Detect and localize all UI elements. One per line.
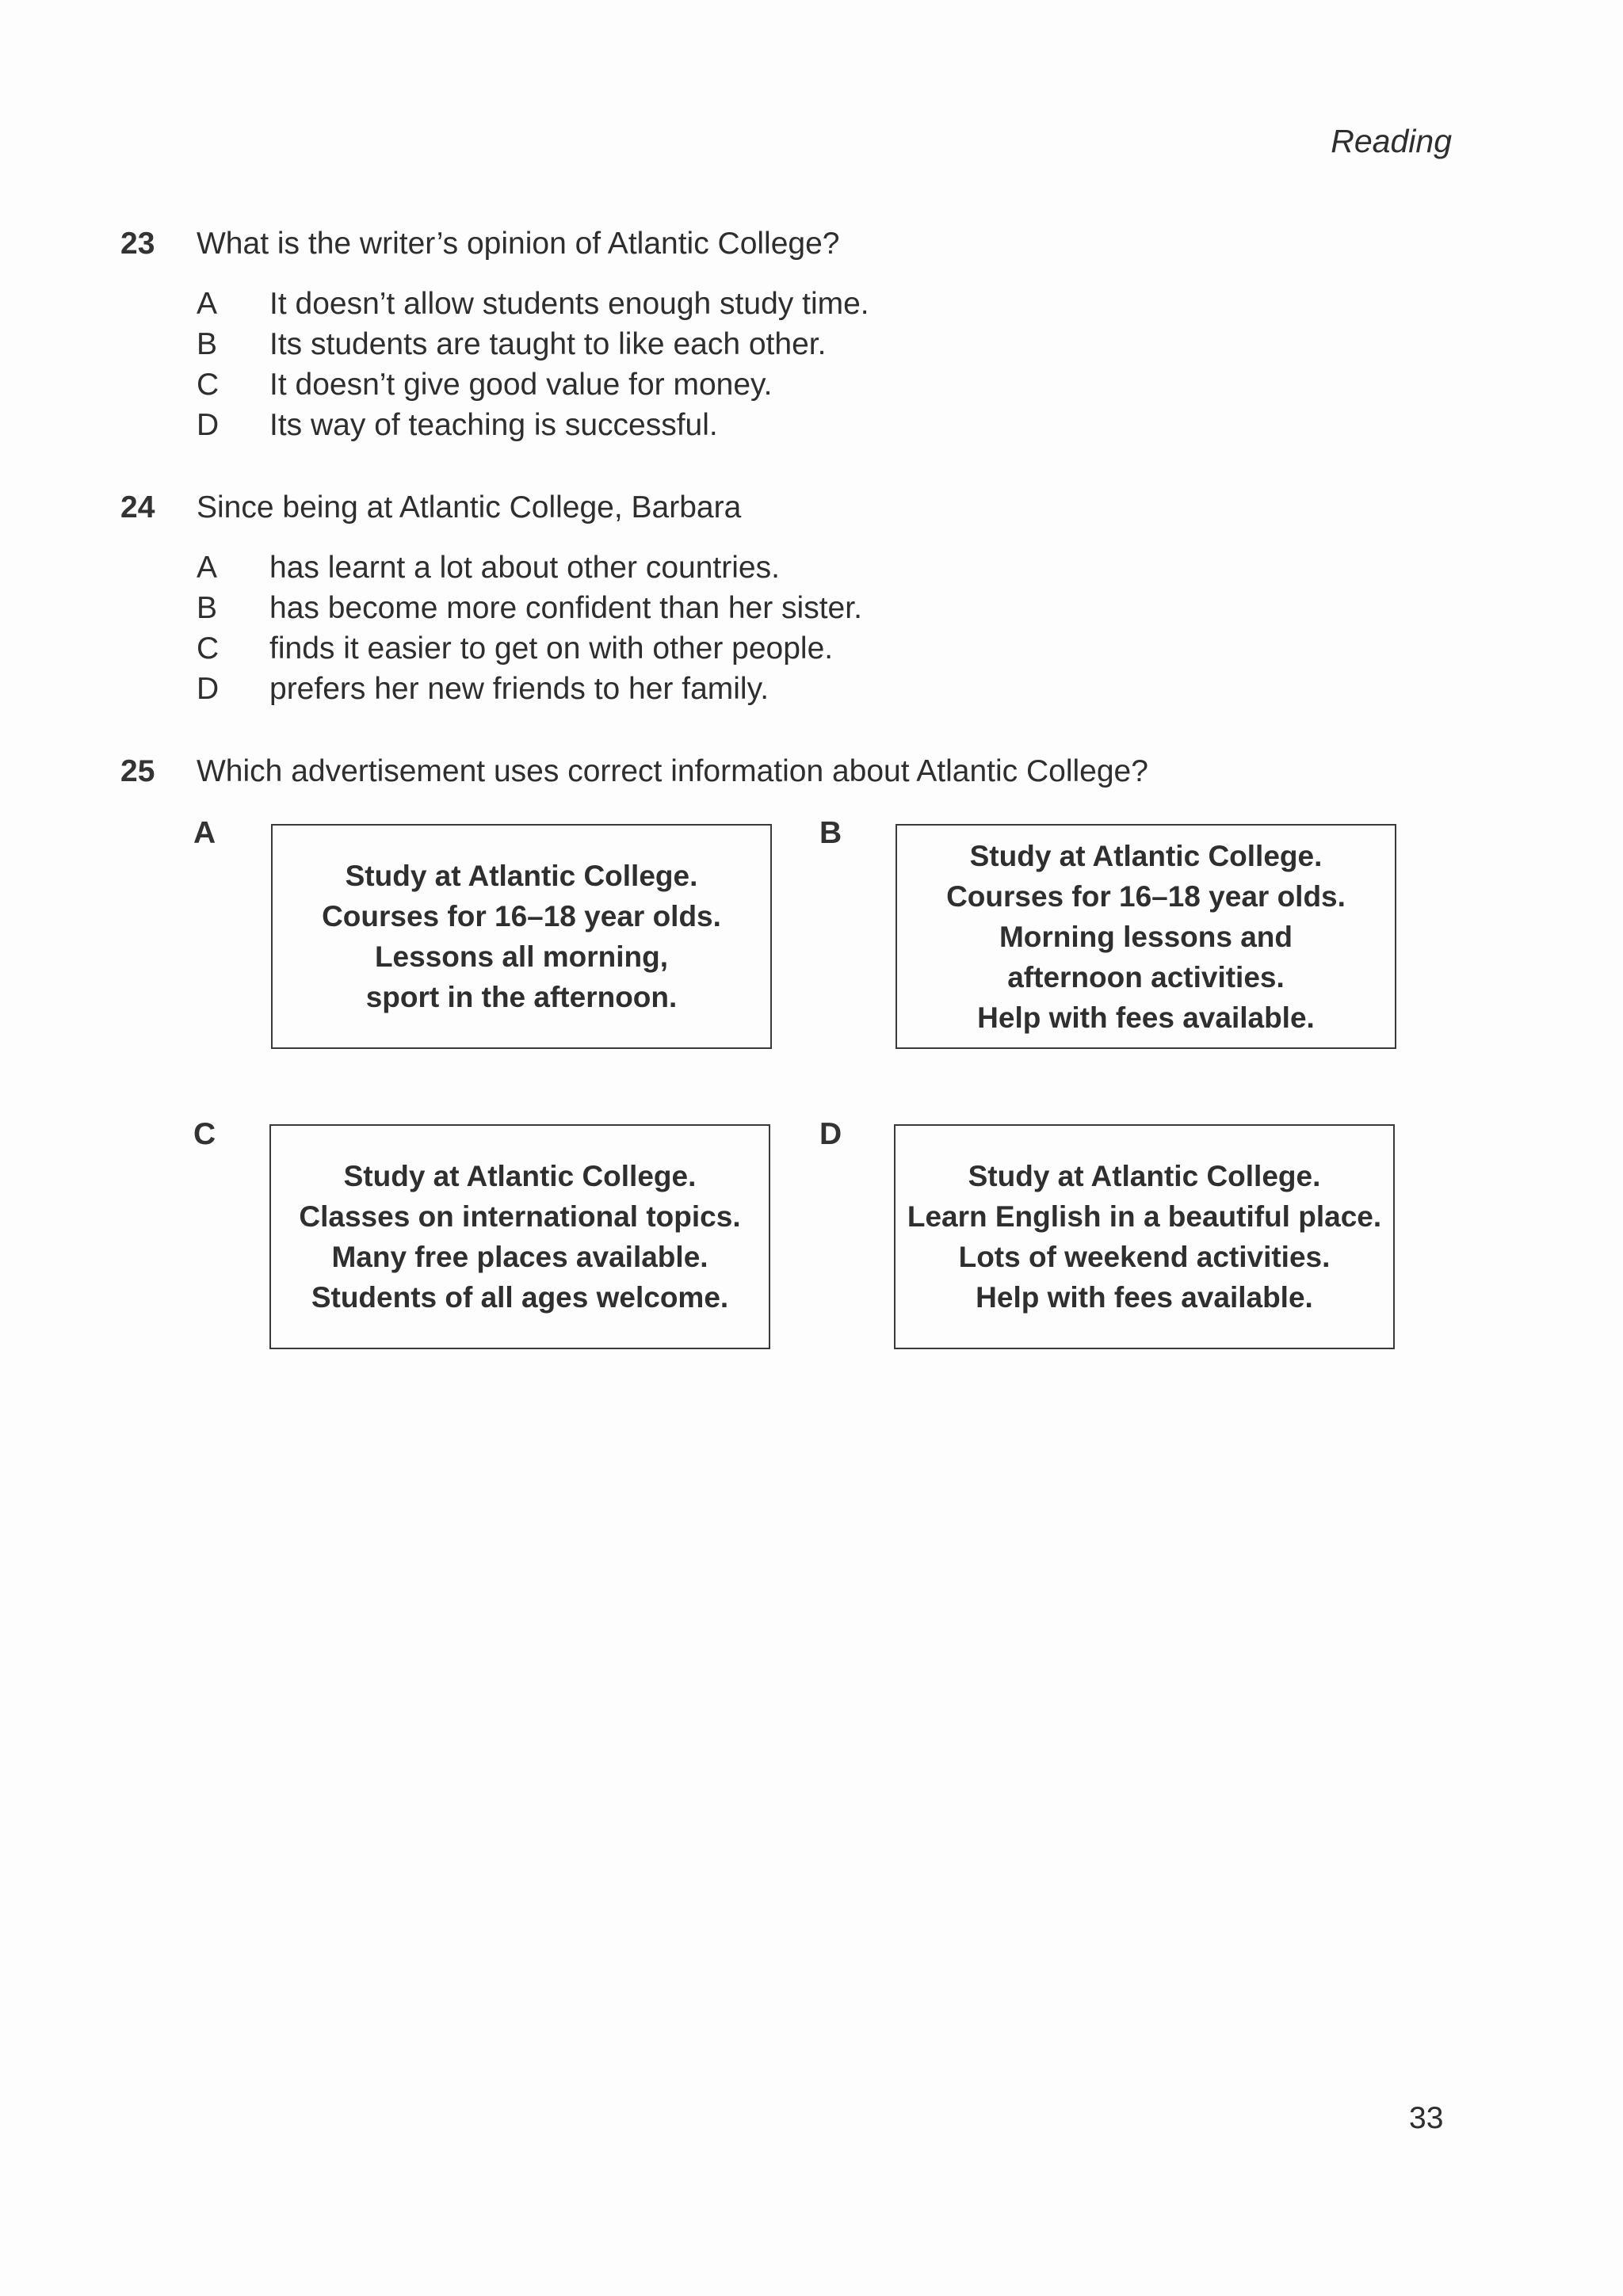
option-text: It doesn’t give good value for money. [269,368,773,402]
advert-a-box [271,824,772,1049]
advert-line: Courses for 16–18 year olds. [946,879,1346,913]
advert-line: Learn English in a beautiful place. [907,1200,1382,1233]
option-text: It doesn’t allow students enough study time. [269,287,869,321]
option-letter: C [197,631,220,666]
question-text: Which advertisement uses correct information about Atlantic College? [197,754,1148,788]
option-letter: D [197,672,220,706]
advert-line: Classes on international topics. [299,1200,741,1233]
option-text: Its students are taught to like each other. [269,327,827,361]
advert-line: Study at Atlantic College. [968,1160,1321,1192]
advert-line: Students of all ages welcome. [311,1281,729,1314]
option-letter: A [197,551,218,585]
advert-letter: C [193,1117,216,1151]
option-letter: B [197,591,218,625]
question-number: 25 [120,754,155,788]
advert-line: Many free places available. [331,1241,708,1273]
advert-letter: D [819,1117,842,1151]
advert-letter: A [193,816,216,850]
question-text: Since being at Atlantic College, Barbara [197,490,742,524]
page-number: 33 [1409,2101,1444,2135]
advert-line: Study at Atlantic College. [969,839,1323,872]
question-number: 23 [120,227,155,261]
advert-line: Courses for 16–18 year olds. [322,900,721,933]
option-text: has become more confident than her sister. [269,591,862,625]
question-text: What is the writer’s opinion of Atlantic College? [197,227,840,261]
advert-line: Study at Atlantic College. [345,860,698,892]
advert-line: Study at Atlantic College. [343,1160,697,1192]
option-text: Its way of teaching is successful. [269,408,718,442]
advert-line: afternoon activities. [1007,960,1285,994]
advert-line: Lessons all morning, [374,940,669,973]
section-header: Reading [1331,123,1452,159]
option-letter: B [197,327,218,361]
advert-letter: B [819,816,842,850]
advert-d-box [894,1124,1395,1349]
advert-line: Help with fees available. [976,1281,1313,1314]
advert-c-box [269,1124,770,1349]
option-letter: D [197,408,220,442]
advert-line: Lots of weekend activities. [958,1241,1331,1273]
option-letter: A [197,287,218,321]
option-letter: C [197,368,220,402]
question-number: 24 [120,490,155,524]
advert-line: Help with fees available. [977,1001,1315,1034]
option-text: has learnt a lot about other countries. [269,551,780,585]
advert-line: Morning lessons and [999,920,1293,953]
advert-b-box [896,824,1396,1049]
option-text: prefers her new friends to her family. [269,672,769,706]
option-text: finds it easier to get on with other people. [269,631,834,666]
advert-line: sport in the afternoon. [365,981,678,1013]
